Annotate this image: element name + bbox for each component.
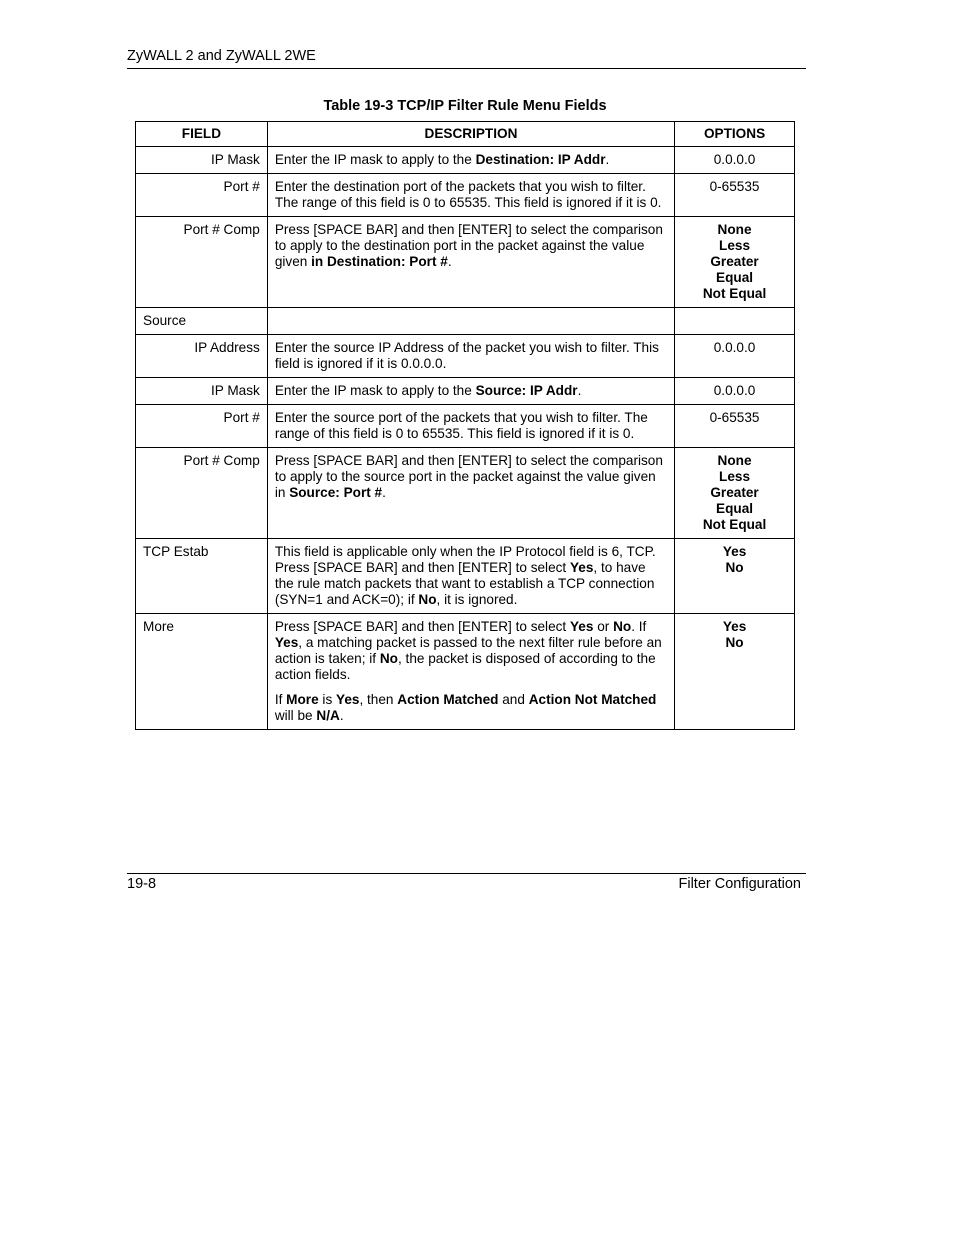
option-value: 0-65535 [709,179,760,194]
option-value: 0.0.0.0 [713,340,756,355]
table-row [136,405,795,448]
option-value: No [725,560,744,575]
description-paragraph [275,222,667,270]
option-value: 0.0.0.0 [713,383,756,398]
table-row [136,614,795,730]
description-cell [267,217,674,308]
option-value: Greater [710,485,759,500]
table-body [136,147,795,730]
table-row [136,217,795,308]
description-paragraph [275,453,667,501]
description-paragraph [275,544,667,608]
text-span: Press [SPACE BAR] and then [ENTER] to select the comparison to apply to the source port in the packet against the value given in [274,453,663,500]
description-cell [267,448,674,539]
description-cell [267,539,674,614]
field-name-cell: IP Mask [136,147,268,174]
header-rule [127,68,806,69]
description-paragraph [275,692,667,724]
bold-term: Action Matched [397,692,499,707]
options-cell [675,147,795,174]
bold-term: Yes [274,635,299,650]
text-span: Press [SPACE BAR] and then [ENTER] to select the comparison to apply to the destination port in the packet against the value given [274,222,663,269]
description-paragraph [275,619,667,683]
text-span: , to have the rule match packets that want to establish a TCP connection (SYN=1 and ACK=0); if [274,560,655,607]
bold-term: N/A [316,708,340,723]
running-header: ZyWALL 2 and ZyWALL 2WE [127,48,316,64]
bold-term: No [418,592,437,607]
text-span: and [498,692,529,707]
bold-term: No [613,619,632,634]
field-name-cell: IP Mask [136,378,268,405]
description-cell [267,147,674,174]
footer-rule [127,873,806,874]
table-row [136,539,795,614]
options-cell [675,308,795,335]
text-span: If [274,692,287,707]
text-span: Enter the source port of the packets that you wish to filter. The range of this field is 0 to 65535. This field is ignored if it is 0. [274,410,648,441]
text-span: . [577,383,582,398]
text-span: . [447,254,452,269]
description-cell [267,174,674,217]
text-span: . [339,708,344,723]
fields-table [135,121,795,730]
column-header-description: DESCRIPTION [267,122,674,147]
table-row [136,335,795,378]
option-value: None [717,453,752,468]
option-value: Not Equal [702,517,767,532]
options-cell [675,448,795,539]
field-name-cell: Source [136,308,268,335]
table-row [136,378,795,405]
option-value: Greater [710,254,759,269]
option-value: 0.0.0.0 [713,152,756,167]
column-header-options: OPTIONS [675,122,795,147]
option-value: Yes [722,619,747,634]
option-value: Less [719,238,751,253]
text-span: is [318,692,337,707]
text-span: will be [274,708,317,723]
options-cell [675,174,795,217]
options-cell [675,539,795,614]
bold-term: Yes [336,692,360,707]
bold-term: Yes [569,619,594,634]
description-paragraph [275,179,667,211]
text-span: Enter the source IP Address of the packet you wish to filter. This field is ignored if it is 0.0.0.0. [274,340,659,371]
bold-term: More [286,692,319,707]
option-value: None [717,222,752,237]
text-span: , a matching packet is passed to the next filter rule before an action is taken; if [274,635,662,666]
field-name-cell: Port # [136,405,268,448]
text-span: . [382,485,386,500]
text-span: Enter the IP mask to apply to the [274,152,476,167]
options-cell [675,614,795,730]
option-value: Not Equal [702,286,767,301]
text-span: Enter the IP mask to apply to the [274,383,476,398]
text-span: , it is ignored. [436,592,518,607]
field-name-cell: More [136,614,268,730]
field-name-cell: Port # Comp [136,217,268,308]
description-paragraph [275,383,667,399]
text-span: . If [631,619,647,634]
description-paragraph [275,152,667,168]
description-cell [267,378,674,405]
bold-term: Source: IP Addr [475,383,578,398]
bold-term: No [379,651,398,666]
table-row [136,448,795,539]
option-value: 0-65535 [709,410,760,425]
description-cell [267,405,674,448]
option-value: Less [719,469,751,484]
bold-term: Action Not Matched [528,692,657,707]
text-span: or [593,619,614,634]
bold-term: Source: Port # [289,485,383,500]
text-span: . [605,152,610,167]
table-caption: Table 19-3 TCP/IP Filter Rule Menu Fields [323,98,607,114]
field-name-cell: TCP Estab [136,539,268,614]
field-name-cell: Port # [136,174,268,217]
section-title: Filter Configuration [678,876,801,892]
option-value: Equal [716,501,754,516]
table-row [136,174,795,217]
table-row [136,147,795,174]
table-row [136,308,795,335]
text-span: , then [359,692,398,707]
option-value: Yes [722,544,747,559]
field-name-cell: IP Address [136,335,268,378]
bold-term: Yes [569,560,594,575]
options-cell [675,378,795,405]
bold-term: in Destination: Port # [311,254,448,269]
table-header-row [136,122,795,147]
option-value: Equal [716,270,754,285]
bold-term: Destination: IP Addr [475,152,606,167]
description-paragraph [275,340,667,372]
options-cell [675,405,795,448]
description-paragraph [275,410,667,442]
field-name-cell: Port # Comp [136,448,268,539]
description-cell [267,614,674,730]
text-span: Press [SPACE BAR] and then [ENTER] to select [274,619,570,634]
description-cell [267,335,674,378]
text-span: This field is applicable only when the IP Protocol field is 6, TCP. Press [SPACE BAR] and then [ENTER] to select [274,544,656,575]
text-span: Enter the destination port of the packets that you wish to filter. The range of this field is 0 to 65535. This field is ignored if it is 0. [274,179,662,210]
description-cell [267,308,674,335]
column-header-field: FIELD [136,122,268,147]
options-cell [675,217,795,308]
page-number: 19-8 [127,876,157,892]
text-span: , the packet is disposed of according to the action fields. [274,651,656,682]
option-value: No [725,635,744,650]
options-cell [675,335,795,378]
